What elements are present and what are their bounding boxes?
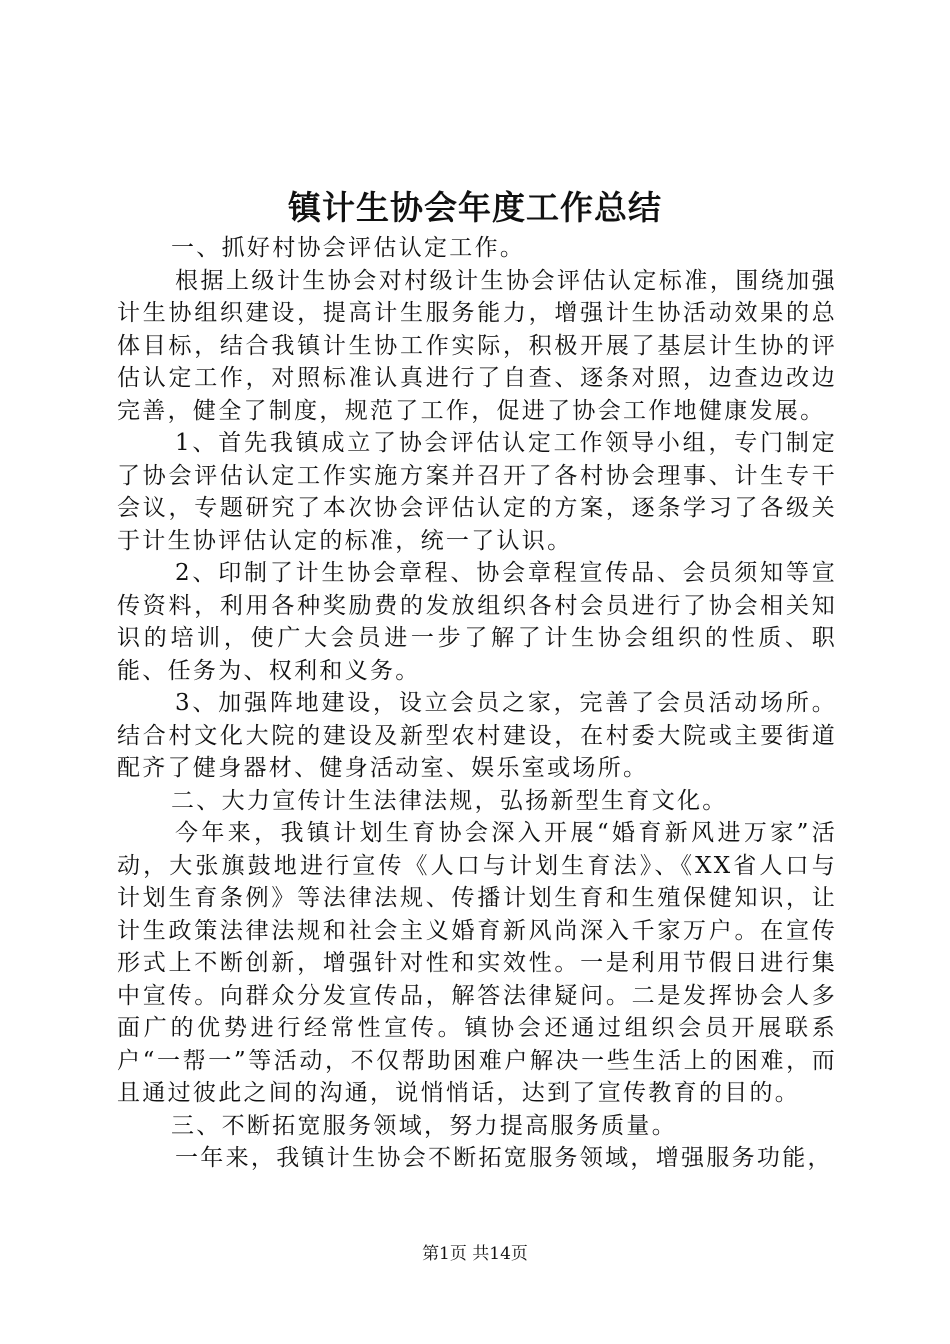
document-title: 镇计生协会年度工作总结: [288, 188, 662, 227]
paragraph: 根据上级计生协会对村级计生协会评估认定标准，围绕加强计生协组织建设，提高计生服务能力，增强计生协活动效果的总体目标，结合我镇计生协工作实际，积极开展了基层计生协的评估认定工作，对照标准认真进行了自查、逐条对照，边查边改边完善，健全了制度，规范了工作，促进了协会工作地健康发展。: [117, 267, 837, 424]
paragraph: 3、加强阵地建设，设立会员之家，完善了会员活动场所。结合村文化大院的建设及新型农村建设，在村委大院或主要街道配齐了健身器材、健身活动室、娱乐室或场所。: [117, 690, 837, 781]
document-body: [117, 232, 837, 1175]
page-number-footer: 第1页 共14页: [422, 1244, 528, 1264]
section-heading-1: 一、抓好村协会评估认定工作。: [171, 235, 526, 261]
section-heading-3: 三、不断拓宽服务领域，努力提高服务质量。: [171, 1112, 677, 1139]
paragraph: 1、首先我镇成立了协会评估认定工作领导小组，专门制定了协会评估认定工作实施方案并召开了各村协会理事、计生专干会议，专题研究了本次协会评估认定的方案，逐条学习了各级关于计生协评估认定的标准，统一了认识。: [117, 430, 837, 554]
paragraph: 一年来，我镇计生协会不断拓宽服务领域，增强服务功能，: [175, 1145, 833, 1171]
paragraph: 2、印制了计生协会章程、协会章程宣传品、会员须知等宣传资料，利用各种奖励费的发放组织各村会员进行了协会相关知识的培训，使广大会员进一步了解了计生协会组织的性质、职能、任务为、权利和义务。: [117, 560, 837, 684]
paragraph: 今年来，我镇计划生育协会深入开展“婚育新风进万家”活动，大张旗鼓地进行宣传《人口与计划生育法》、《XX省人口与计划生育条例》等法律法规、传播计划生育和生殖保健知识，让计生政策法律法规和社会主义婚育新风尚深入千家万户。在宣传形式上不断创新，增强针对性和实效性。一是利用节假日进行集中宣传。向群众分发宣传品，解答法律疑问。二是发挥协会人多面广的优势进行经常性宣传。镇协会还通过组织会员开展联系户“一帮一”等活动，不仅帮助困难户解决一些生活上的困难，而且通过彼此之间的沟通，说悄悄话，达到了宣传教育的目的。: [117, 820, 837, 1106]
section-heading-2: 二、大力宣传计生法律法规，弘扬新型生育文化。: [171, 787, 728, 814]
